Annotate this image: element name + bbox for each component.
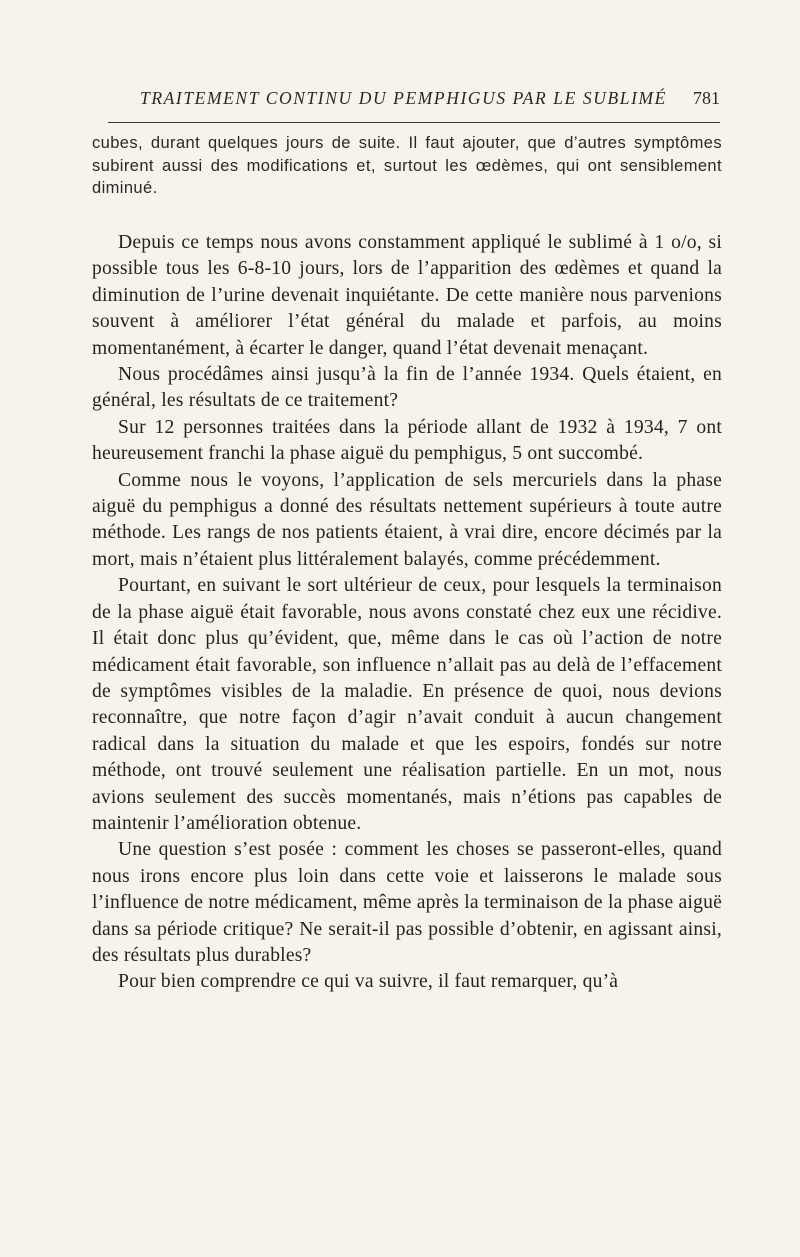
paragraph: Une question s’est posée : comment les choses se passeront-elles, quand nous irons encore plus loin dans cette voie et laisserons le malade sous l’influence de notre médicament, même après la terminaison de la phase aiguë dans sa période critique? Ne serait-il pas possible d’obtenir, en agissant ainsi, des résultats plus durables? [92,839,722,966]
page-number: 781 [693,88,720,108]
paragraph: Sur 12 personnes traitées dans la période allant de 1932 à 1934, 7 ont heureusement franchi la phase aiguë du pemphigus, 5 ont succombé. [92,416,722,465]
small-print-paragraph: cubes, durant quelques jours de suite. Il faut ajouter, que d’autres symptômes subirent aussi des modifications et, surtout les œdèmes, qui ont sensiblement diminué. [92,134,722,197]
paragraph: Pourtant, en suivant le sort ultérieur de ceux, pour lesquels la terminaison de la phase aiguë était favorable, nous avons constaté chez eux une récidive. Il était donc plus qu’évident, que, même dans le cas où l’action de notre médicament était favorable, son influence n’allait pas au delà de l’effacement de symptômes visibles de la maladie. En présence de quoi, nous devions reconnaître, que notre façon d’agir n’avait conduit à aucun changement radical dans la situation du malade et que les espoirs, fondés sur notre méthode, ont trouvé seulement une réalisation partielle. En un mot, nous avions seulement des succès momentanés, mais n’étions pas capables de maintenir l’amélioration obtenue. [92,575,722,834]
paragraph: Pour bien comprendre ce qui va suivre, il faut remarquer, qu’à [118,971,619,993]
running-title: TRAITEMENT CONTINU DU PEMPHIGUS PAR LE SUBLIMÉ [140,88,667,108]
header-rule [108,122,720,123]
paragraph: Nous procédâmes ainsi jusqu’à la fin de l’année 1934. Quels étaient, en général, les résultats de ce traitement? [92,364,722,412]
paragraph: Depuis ce temps nous avons constamment appliqué le sublimé à 1 o/o, si possible tous les 6-8-10 jours, lors de l’apparition des œdèmes et quand la diminution de l’urine devenait inquiétante. De cette manière nous parvenions souvent à améliorer l’état général du malade et parfois, au moins momentanément, à écarter le danger, quand l’état devenait menaçant. [92,232,722,359]
paragraph: Comme nous le voyons, l’application de sels mercuriels dans la phase aiguë du pemphigus a donné des résultats nettement supérieurs à toute autre méthode. Les rangs de nos patients étaient, à vrai dire, encore décimés par la mort, mais n’étaient plus littéralement balayés, comme précédemment. [92,469,722,570]
page-header [108,88,720,118]
body-text [92,230,722,996]
